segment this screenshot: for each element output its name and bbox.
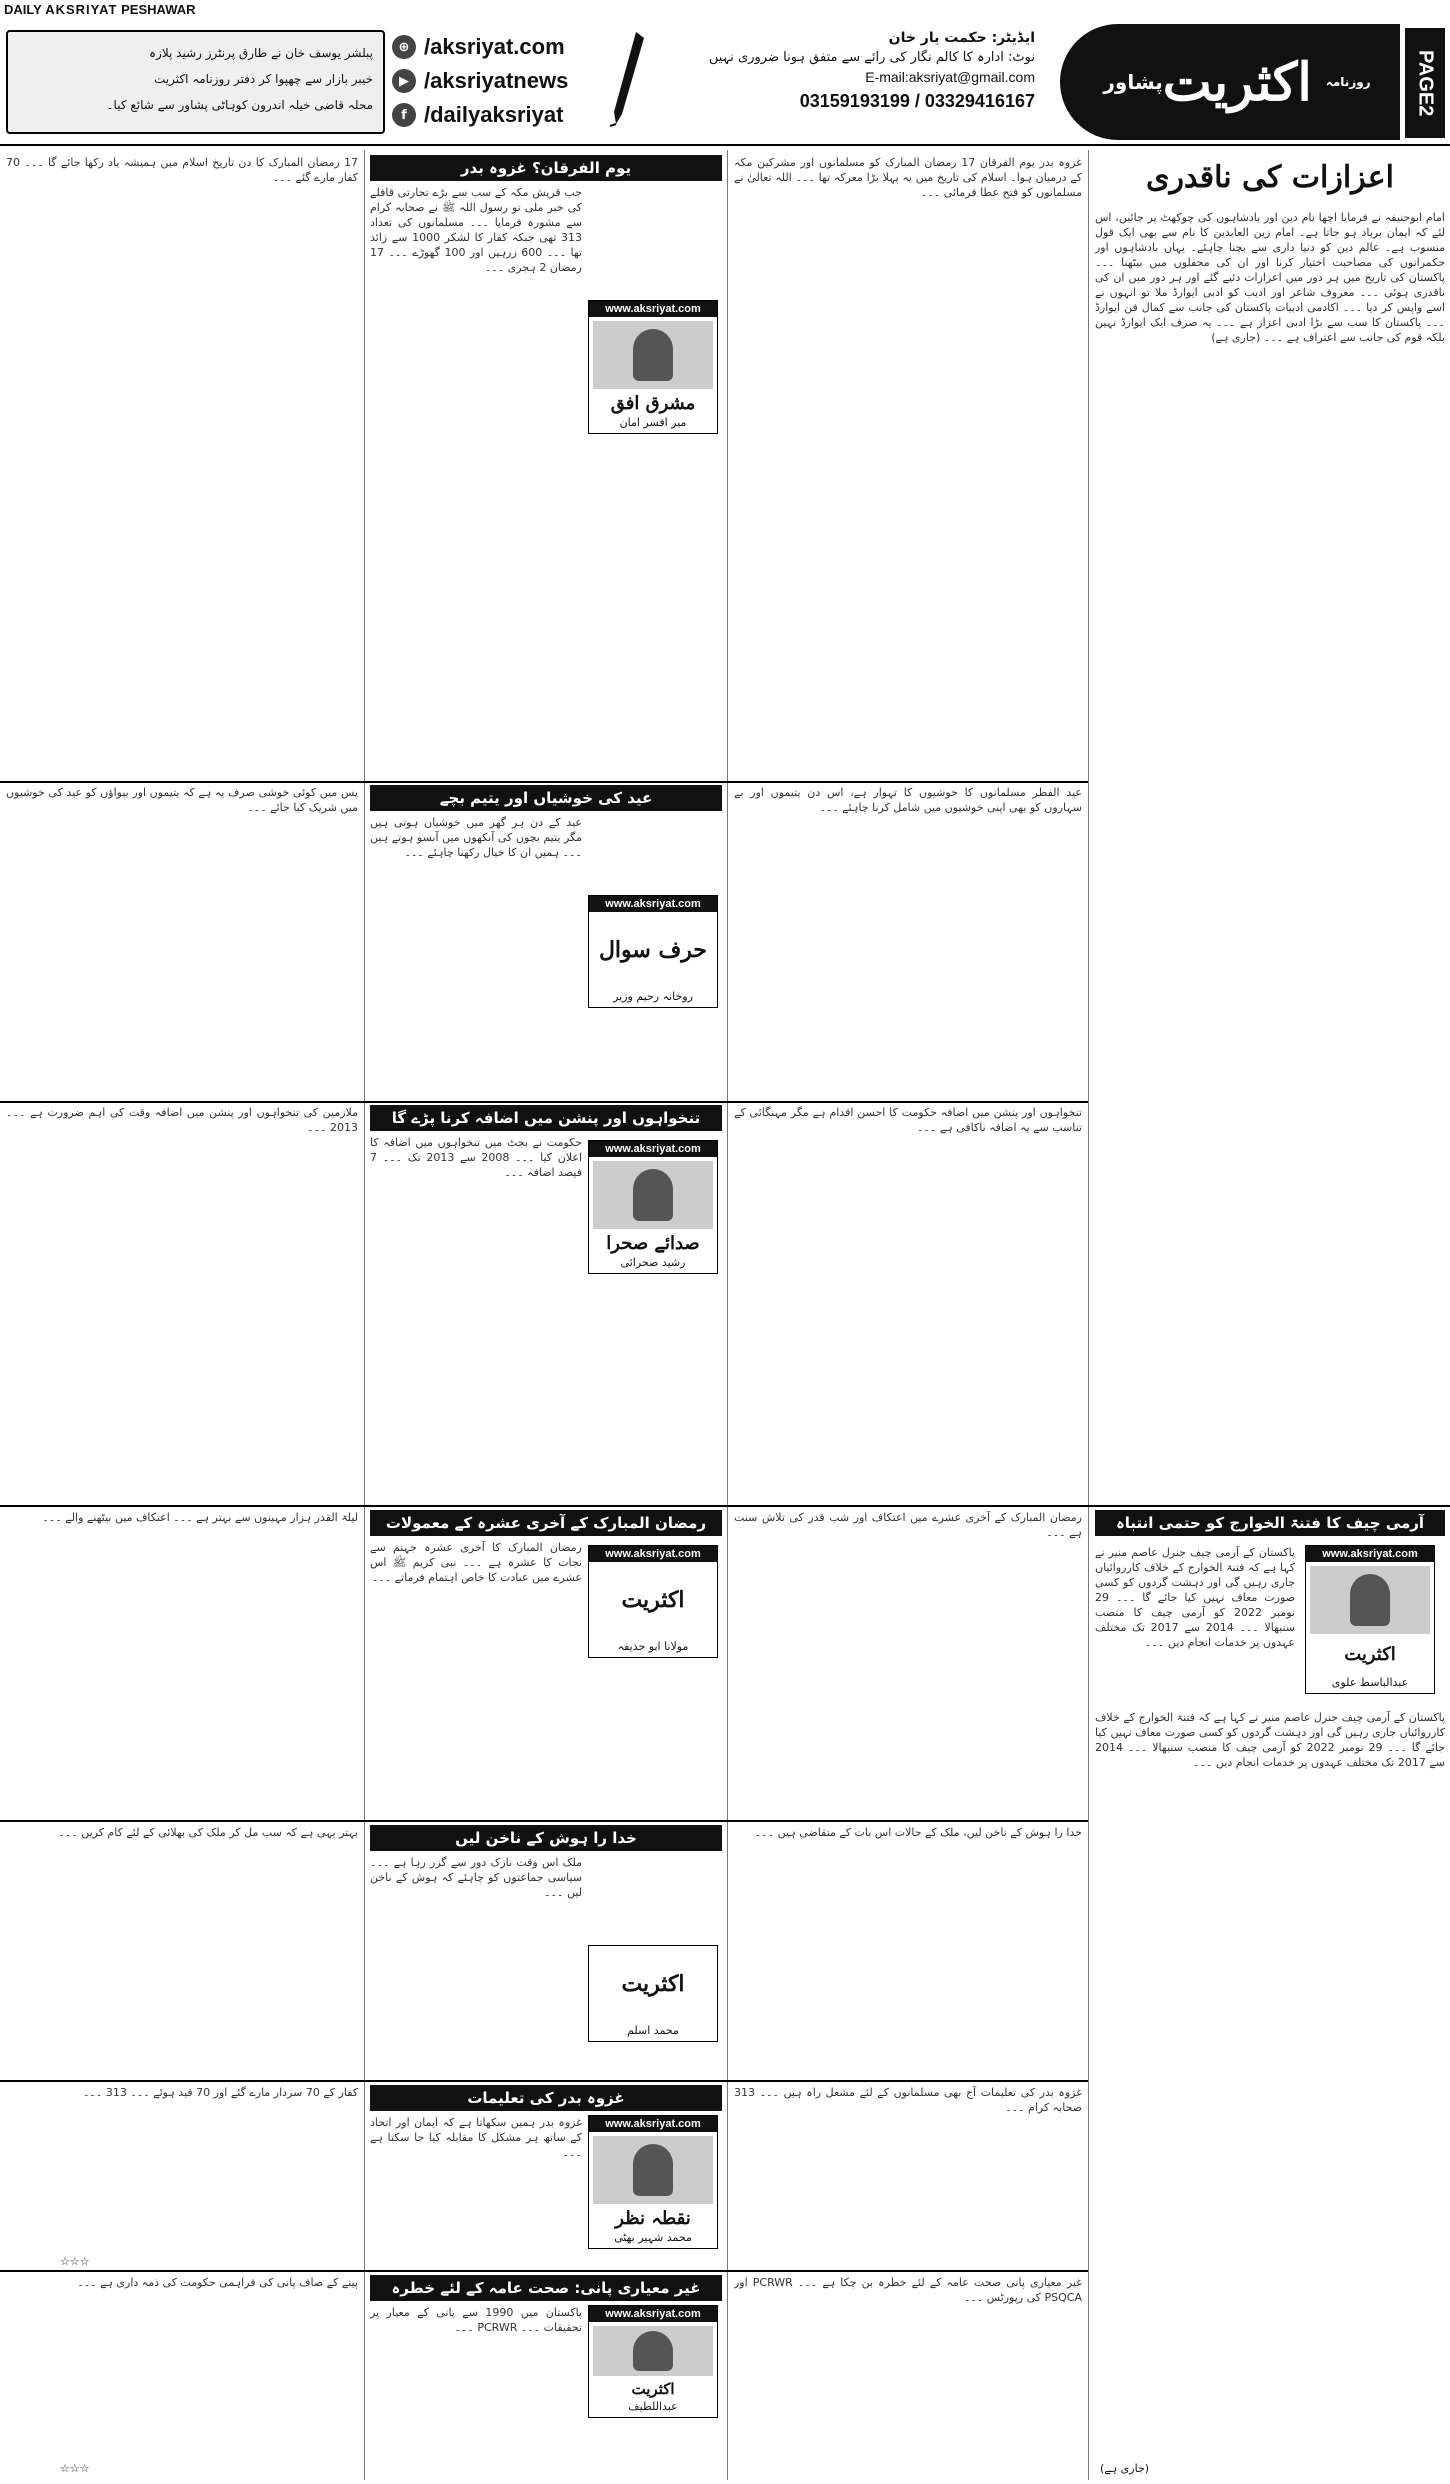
author-photo (1310, 1566, 1430, 1634)
card-url[interactable]: www.aksriyat.com (589, 1546, 717, 1562)
column-name: اکثریت (631, 2380, 675, 2398)
column-name: صدائے صحرا (606, 1233, 700, 1254)
col4-article-d: لیلۃ القدر ہزار مہینوں سے بہتر ہے ۔۔۔ اعتکاف میں بیٹھنے والے ۔۔۔ (42, 1511, 358, 1524)
section-text-ramadan: رمضان المبارک کا آخری عشرہ جہنم سے نجات کا عشرہ ہے ۔۔۔ نبی کریم ﷺ اس عشرے میں عبادت کا خاص اہتمام فرماتے ۔۔۔ (370, 1541, 582, 1584)
col2-article-g: غیر معیاری پانی صحت عامہ کے لئے خطرہ بن چکا ہے ۔۔۔ PCRWR اور PSQCA کی رپورٹس ۔۔۔ (734, 2276, 1082, 2304)
top-line-city: PESHAWAR (121, 2, 196, 17)
author-photo (593, 2136, 713, 2204)
byline-card-eid (588, 895, 718, 1008)
social-website-text: /aksriyat.com (424, 34, 565, 59)
social-youtube[interactable] (392, 64, 607, 98)
col2-article-e: خدا را ہوش کے ناخن لیں، ملک کے حالات اس بات کے متقاضی ہیں ۔۔۔ (754, 1826, 1082, 1839)
col4-article-g: پینے کے صاف پانی کی فراہمی حکومت کی ذمہ داری ہے ۔۔۔ (77, 2276, 358, 2289)
section-head-ramadan: رمضان المبارک کے آخری عشرہ کے معمولات (370, 1510, 722, 1536)
column-logo: اکثریت (621, 1587, 685, 1613)
logo-city: پشاور (1103, 70, 1163, 94)
col2-article-f: غزوہ بدر کی تعلیمات آج بھی مسلمانوں کے لئے مشعل راہ ہیں ۔۔۔ 313 صحابہ کرام ۔۔۔ (734, 2086, 1082, 2114)
card-url[interactable]: www.aksriyat.com (589, 896, 717, 912)
column-logo: حرف سوال (598, 937, 708, 963)
continued-note: (جاری ہے) (1100, 2462, 1150, 2475)
section-text-salary: حکومت نے بجٹ میں تنخواہوں میں اضافہ کا اعلان کیا ۔۔۔ 2008 سے 2013 تک ۔۔۔ 7 فیصد اضافہ ۔۔۔ (370, 1136, 582, 1179)
byline-card-teachings (588, 2115, 718, 2249)
globe-icon: ⊕ (392, 35, 416, 59)
author-photo (593, 1161, 713, 1229)
col4-article-e: بہتر یہی ہے کہ سب مل کر ملک کی بھلائی کے لئے کام کریں ۔۔۔ (58, 1826, 358, 1839)
author-photo (593, 321, 713, 389)
army-chief-headline: آرمی چیف کا فتنۃ الخوارج کو حتمی انتباہ (1095, 1510, 1445, 1536)
contact-phones: 03159193199 / 03329416167 (799, 91, 1035, 111)
card-author: محمد اسلم (627, 2024, 679, 2037)
section-head-teachings: غزوہ بدر کی تعلیمات (370, 2085, 722, 2111)
pen-icon (608, 28, 648, 128)
publisher-line-2: خیبر بازار سے چھپوا کر دفتر روزنامہ اکثریت (154, 72, 373, 86)
byline-card-water (588, 2305, 718, 2418)
card-author: روخانہ رحیم وزیر (613, 990, 693, 1003)
byline-card-warning (588, 1945, 718, 2042)
main-article-title: اعزازات کی ناقدری (1146, 160, 1394, 195)
section-text-badr: جب قریش مکہ کے سب سے بڑے تجارتی قافلے کی خبر ملی تو رسول اللہ ﷺ نے صحابہ کرام سے مشورہ فرمایا ۔۔۔ مسلمانوں کی تعداد 313 تھی جبکہ کفار کا لشکر 1000 سے زائد تھا ۔۔۔ 600 زرہیں اور 100 گھوڑے ۔۔۔ 17 رمضان 2 ہجری ۔۔۔ (370, 186, 582, 274)
card-logo: اکثریت (1344, 1643, 1396, 1665)
army-chief-body-top: پاکستان کے آرمی چیف جنرل عاصم منیر نے کہا ہے کہ فتنۃ الخوارج کے خلاف کارروائیاں جاری رہیں گی اور دہشت گردوں کو کسی صورت معاف نہیں کیا جائے گا ۔۔۔ 29 نومبر 2022 کو آرمی چیف کا منصب سنبھالا ۔۔۔ 2014 سے 2017 تک مختلف عہدوں پر خدمات انجام دیں ۔۔۔ (1095, 1546, 1295, 1649)
social-facebook-text: /dailyaksriyat (424, 102, 564, 127)
col2-article-d: رمضان المبارک کے آخری عشرے میں اعتکاف اور شب قدر کی تلاش سنت ہے ۔۔۔ (734, 1511, 1082, 1539)
publisher-line-1: پبلشر یوسف خان نے طارق پرنٹرز رشید پلازہ (149, 46, 373, 60)
author-photo (593, 2326, 713, 2376)
byline-card-badr (588, 300, 718, 434)
col2-article-b: عید الفطر مسلمانوں کا خوشیوں کا تہوار ہے، اس دن یتیموں اور بے سہاروں کو بھی اپنی خوشیوں میں شامل کرنا چاہئے ۔۔۔ (734, 786, 1082, 814)
card-author: عبدالباسط علوی (1331, 1676, 1409, 1689)
social-facebook[interactable] (392, 98, 607, 132)
page-tag: PAGE2 (1405, 28, 1445, 138)
byline-card-ramadan (588, 1545, 718, 1658)
separator-stars-bottom: ☆☆☆ (60, 2462, 90, 2475)
card-url[interactable]: www.aksriyat.com (589, 1141, 717, 1157)
top-line-brand: AKSRIYAT (45, 2, 118, 17)
section-head-warning: خدا را ہوش کے ناخن لیں (370, 1825, 722, 1851)
editorial-note: نوٹ: ادارہ کا کالم نگار کی رائے سے متفق ہونا ضروری نہیں (708, 50, 1035, 65)
top-line (0, 0, 1450, 20)
column-logo: اکثریت (621, 1971, 685, 1997)
logo-name: اکثریت (1162, 51, 1312, 113)
logo-sub: روزنامہ (1325, 75, 1371, 89)
facebook-icon: f (392, 103, 416, 127)
col2-article-c: تنخواہوں اور پنشن میں اضافہ حکومت کا احسن اقدام ہے مگر مہنگائی کے تناسب سے یہ اضافہ ناکافی ہے ۔۔۔ (734, 1106, 1082, 1134)
contact-email[interactable]: E-mail:aksriyat@gmail.com (865, 69, 1035, 85)
social-website[interactable] (392, 30, 607, 64)
editor-name: ایڈیٹر: حکمت یار خان (888, 30, 1035, 46)
section-head-water: غیر معیاری پانی: صحت عامہ کے لئے خطرہ (370, 2275, 722, 2301)
social-youtube-text: /aksriyatnews (424, 68, 569, 93)
card-url[interactable]: www.aksriyat.com (1306, 1546, 1434, 1562)
social-links (392, 30, 607, 132)
card-author: مولانا ابو حذیفہ (617, 1640, 689, 1653)
card-url[interactable]: www.aksriyat.com (589, 2116, 717, 2132)
col2-article-a: غزوہ بدر یوم الفرقان 17 رمضان المبارک کو مسلمانوں اور مشرکین مکہ کے درمیان ہوا۔ اسلام کی تاریخ میں یہ پہلا بڑا معرکہ تھا ۔۔۔ اللہ تعالیٰ نے مسلمانوں کو فتح عطا فرمائی ۔۔۔ (734, 156, 1082, 199)
separator-stars: ☆☆☆ (60, 2255, 90, 2268)
editor-box (655, 30, 1035, 138)
main-article-body: امام ابوحنیفہ نے فرمایا اچھا نام دین اور بادشاہوں کی چوکھٹ پر جائیں، اس لئے کہ ایمان برباد ہو جاتا ہے۔ امام زین العابدین کا نام سے بھی ایک قول منسوب ہے۔ عالم دین کو دنیا داری سے بچنا چاہئے۔ یہاں بادشاہوں اور حکمرانوں کی مصاحبت اختیار کرنا اور ان کی محفلوں میں بیٹھنا ۔۔۔ پاکستان کی تاریخ میں ہر دور میں اعزازات دئیے گئے اور ہر دور میں ان کی ناقدری ہوئی ۔۔۔ معروف شاعر اور ادیب کو ادبی ایوارڈ ملا تو انہوں نے اسے واپس کر دیا ۔۔۔ اکادمی ادبیات پاکستان کی جانب سے کمال فن ایوارڈ ۔۔۔ پاکستان کا سب سے بڑا ادبی اعزاز ہے ۔۔۔ یہ صرف ایک ایوارڈ نہیں بلکہ قوم کی جانب سے اعتراف ہے ۔۔۔ (جاری ہے) (1095, 211, 1445, 344)
youtube-icon: ▶ (392, 69, 416, 93)
column-name: مشرق افق (610, 393, 696, 414)
section-head-eid: عید کی خوشیاں اور یتیم بچے (370, 785, 722, 811)
newspaper-logo (1060, 24, 1400, 140)
card-url[interactable]: www.aksriyat.com (589, 2306, 717, 2322)
card-author: محمد شہیر بھٹی (614, 2231, 692, 2244)
col4-article-c: ملازمین کی تنخواہوں اور پنشن میں اضافہ وقت کی اہم ضرورت ہے ۔۔۔ 2013 ۔۔۔ (6, 1106, 358, 1134)
publisher-info-box (6, 30, 385, 134)
card-url[interactable]: www.aksriyat.com (589, 301, 717, 317)
col4-article-b: پس میں کوئی خوشی صرف یہ ہے کہ یتیموں اور بیواؤں کو عید کی خوشیوں میں شریک کیا جائے ۔۔۔ (6, 786, 358, 814)
publisher-line-3: محلہ قاضی خیلہ اندرون کوہاٹی پشاور سے شائع کیا۔ (106, 98, 373, 112)
section-head-badr: یوم الفرقان؟ غزوہ بدر (370, 155, 722, 181)
card-author: میر افسر امان (619, 416, 687, 429)
card-author: رشید صحرائی (620, 1256, 686, 1269)
byline-card-salary (588, 1140, 718, 1274)
section-text-water: پاکستان میں 1990 سے پانی کے معیار پر تحقیقات ۔۔۔ PCRWR ۔۔۔ (370, 2306, 582, 2334)
section-text-warning: ملک اس وقت نازک دور سے گزر رہا ہے ۔۔۔ سیاسی جماعتوں کو چاہئے کہ ہوش کے ناخن لیں ۔۔۔ (370, 1856, 582, 1899)
section-text-eid: عید کے دن ہر گھر میں خوشیاں ہوتی ہیں مگر یتیم بچوں کی آنکھوں میں آنسو ہوتے ہیں ۔۔۔ ہمیں ان کا خیال رکھنا چاہئے ۔۔۔ (370, 816, 582, 859)
army-chief-byline-card (1305, 1545, 1435, 1694)
section-head-salary: تنخواہوں اور پنشن میں اضافہ کرنا پڑے گا (370, 1105, 722, 1131)
col4-article-f: کفار کے 70 سردار مارے گئے اور 70 قید ہوئے ۔۔۔ 313 ۔۔۔ (82, 2086, 358, 2099)
army-chief-body: پاکستان کے آرمی چیف جنرل عاصم منیر نے کہا ہے کہ فتنۃ الخوارج کے خلاف کارروائیاں جاری رہیں گی اور دہشت گردوں کو کسی صورت معاف نہیں کیا جائے گا ۔۔۔ 29 نومبر 2022 کو آرمی چیف کا منصب سنبھالا ۔۔۔ 2014 سے 2017 تک مختلف عہدوں پر خدمات انجام دیں ۔۔۔ (1095, 1711, 1445, 1769)
col4-article-a: 17 رمضان المبارک کا دن تاریخ اسلام میں ہمیشہ یاد رکھا جائے گا ۔۔۔ 70 کفار مارے گئے ۔۔۔ (6, 156, 358, 184)
card-author: عبداللطیف (628, 2400, 678, 2413)
section-text-teachings: غزوہ بدر ہمیں سکھاتا ہے کہ ایمان اور اتحاد کے ساتھ ہر مشکل کا مقابلہ کیا جا سکتا ہے ۔۔۔ (370, 2116, 582, 2159)
top-line-daily: DAILY (4, 2, 42, 17)
column-name: نقطہ نظر (615, 2208, 691, 2229)
